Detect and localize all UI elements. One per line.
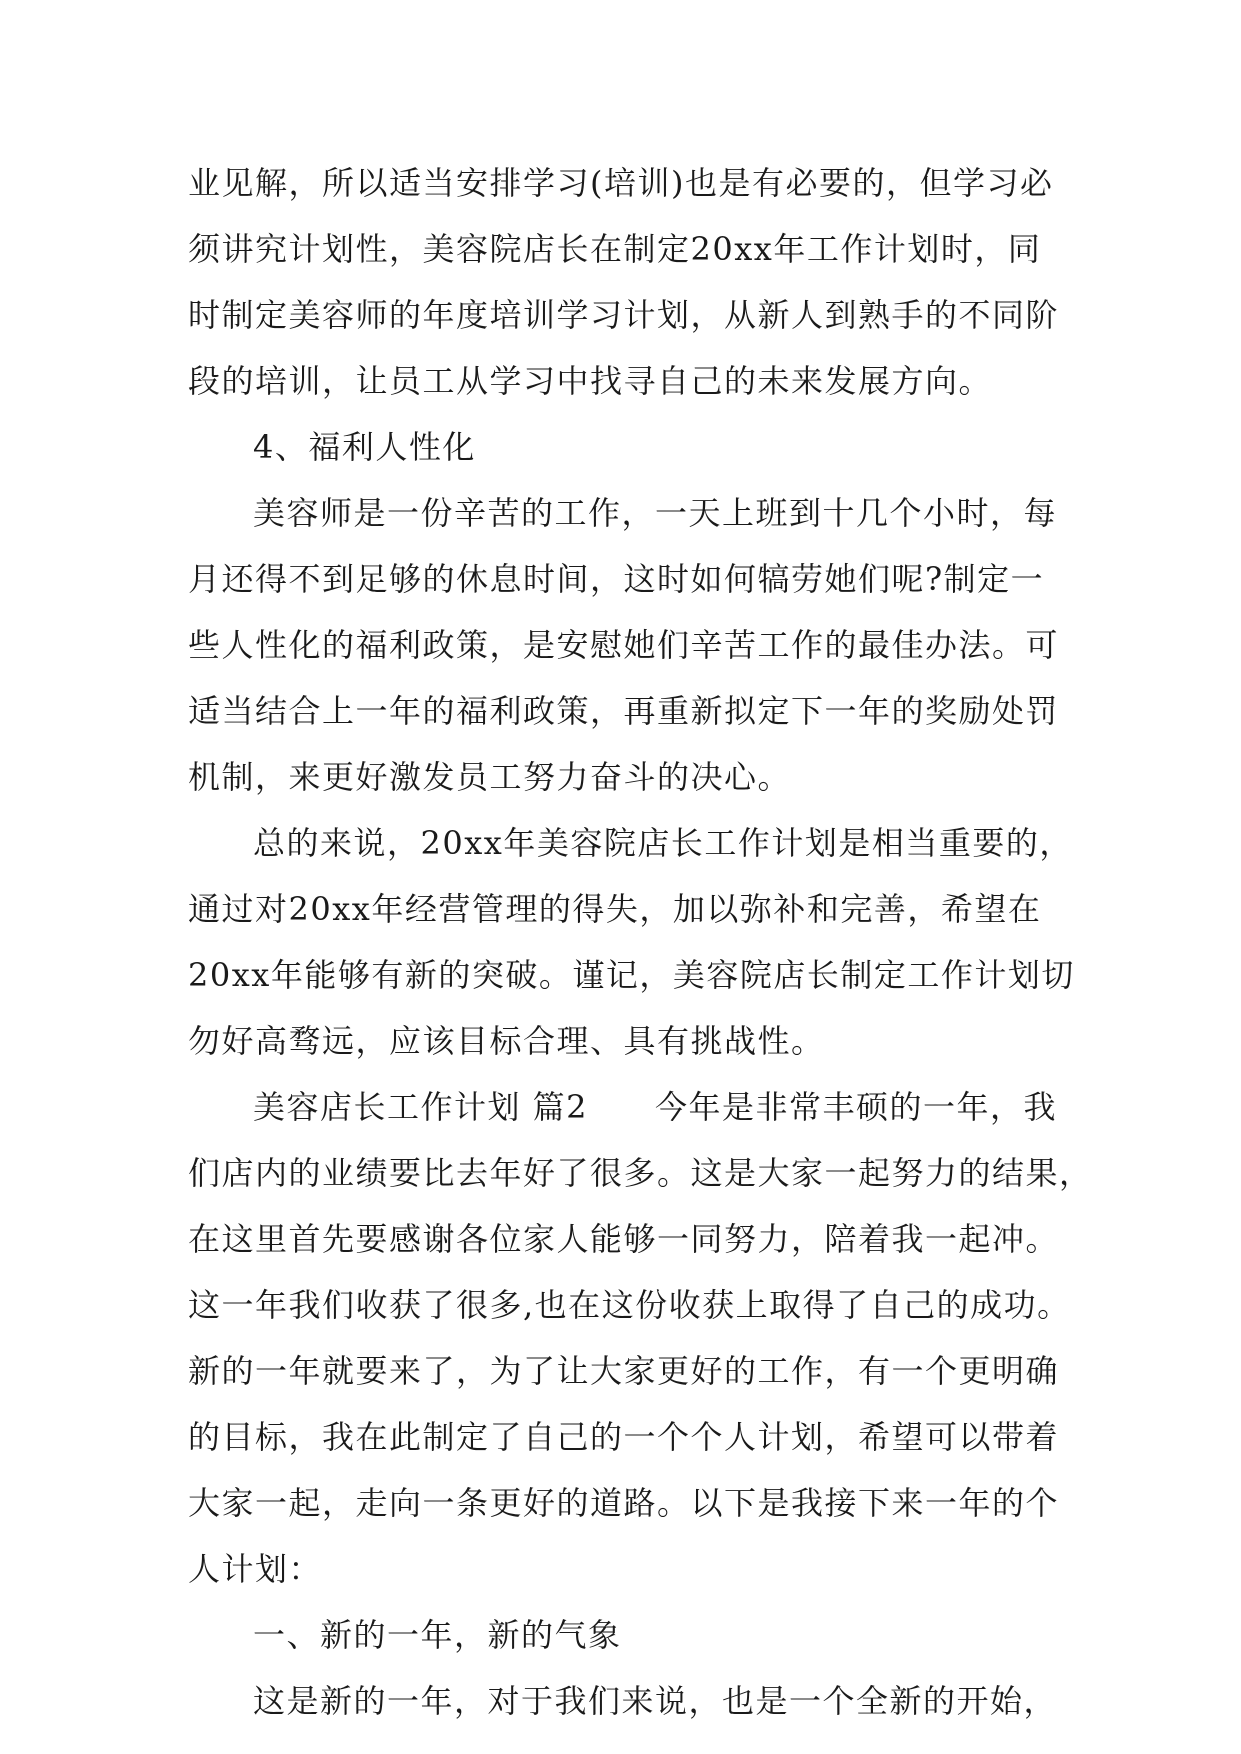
text-line: 在这里首先要感谢各位家人能够一同努力，陪着我一起冲。 — [188, 1220, 1060, 1258]
document-body — [188, 150, 1093, 1734]
text-line: 时制定美容师的年度培训学习计划，从新人到熟手的不同阶 — [188, 296, 1060, 334]
text-line: 须讲究计划性，美容院店长在制定20xx年工作计划时，同 — [188, 230, 1042, 268]
text-line: 机制，来更好激发员工努力奋斗的决心。 — [188, 758, 792, 796]
text-line: 美容师是一份辛苦的工作，一天上班到十几个小时，每 — [253, 494, 1058, 532]
text-line: 这是新的一年，对于我们来说，也是一个全新的开始， — [253, 1682, 1058, 1720]
text-line: 业见解，所以适当安排学习(培训)也是有必要的，但学习必 — [188, 164, 1054, 202]
text-line: 20xx年能够有新的突破。谨记，美容院店长制定工作计划切 — [188, 956, 1075, 994]
text-line: 些人性化的福利政策，是安慰她们辛苦工作的最佳办法。可 — [188, 626, 1060, 664]
text-line: 们店内的业绩要比去年好了很多。这是大家一起努力的结果， — [188, 1154, 1093, 1192]
text-line: 月还得不到足够的休息时间，这时如何犒劳她们呢?制定一 — [188, 560, 1045, 598]
section-heading: 4、福利人性化 — [253, 428, 476, 466]
text-line: 勿好高骛远，应该目标合理、具有挑战性。 — [188, 1022, 825, 1060]
section-heading: 一、新的一年，新的气象 — [253, 1616, 622, 1654]
text-line: 人计划： — [188, 1550, 323, 1588]
text-line: 大家一起，走向一条更好的道路。以下是我接下来一年的个 — [188, 1484, 1060, 1522]
text-line: 的目标，我在此制定了自己的一个个人计划，希望可以带着 — [188, 1418, 1060, 1456]
article-title-line: 美容店长工作计划 篇2 今年是非常丰硕的一年，我 — [253, 1088, 1058, 1126]
text-line: 这一年我们收获了很多,也在这份收获上取得了自己的成功。 — [188, 1286, 1071, 1324]
text-line: 新的一年就要来了，为了让大家更好的工作，有一个更明确 — [188, 1352, 1060, 1390]
text-line: 适当结合上一年的福利政策，再重新拟定下一年的奖励处罚 — [188, 692, 1060, 730]
text-line: 段的培训，让员工从学习中找寻自己的未来发展方向。 — [188, 362, 993, 400]
text-line: 总的来说，20xx年美容院店长工作计划是相当重要的， — [253, 824, 1073, 862]
text-line: 通过对20xx年经营管理的得失，加以弥补和完善，希望在 — [188, 890, 1042, 928]
